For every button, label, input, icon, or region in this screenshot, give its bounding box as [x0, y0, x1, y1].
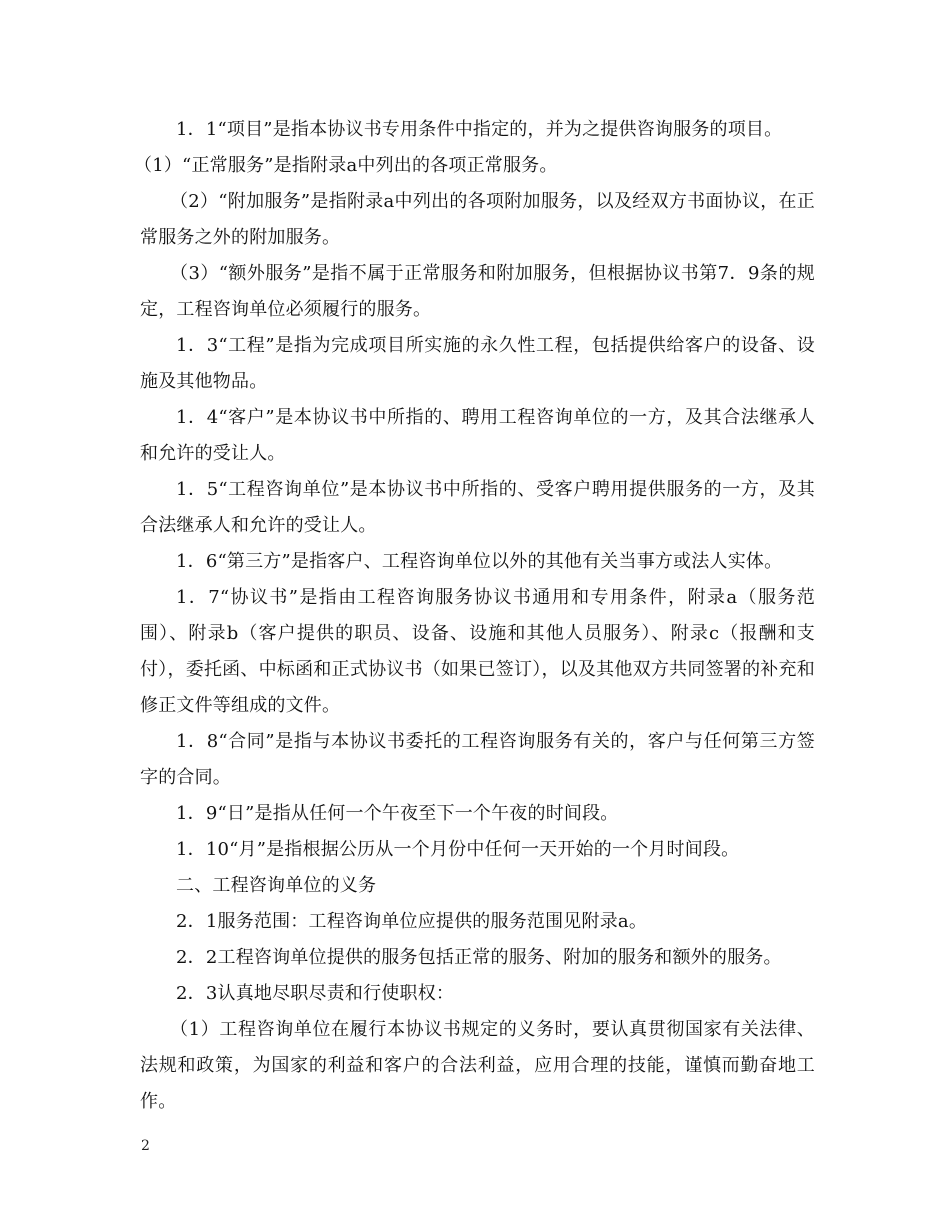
paragraph-1-9-day: 1．9“日”是指从任何一个午夜至下一个午夜的时间段。 [176, 803, 619, 824]
paragraph-extra-service: （3）“额外服务”是指不属于正常服务和附加服务，但根据协议书第7．9条的规定，工程咨询单位必须履行的服务。 [140, 263, 815, 320]
paragraph-1-5-consultant: 1．5“工程咨询单位”是本协议书中所指的、受客户聘用提供服务的一方，及其合法继承人和允许的受让人。 [140, 479, 815, 536]
paragraph-1-4-client: 1．4“客户”是本协议书中所指的、聘用工程咨询单位的一方，及其合法继承人和允许的受让人。 [140, 407, 815, 464]
paragraph-additional-service: （2）“附加服务”是指附录a中列出的各项附加服务，以及经双方书面协议，在正常服务之外的附加服务。 [140, 191, 815, 248]
paragraph-1-10-month: 1．10“月”是指根据公历从一个月份中任何一天开始的一个月时间段。 [176, 839, 740, 860]
paragraph-2-2-services: 2．2工程咨询单位提供的服务包括正常的服务、附加的服务和额外的服务。 [176, 947, 782, 968]
section-heading-consultant-obligations: 二、工程咨询单位的义务 [176, 875, 377, 896]
paragraph-normal-service: （1）“正常服务”是指附录a中列出的各项正常服务。 [134, 155, 558, 176]
paragraph-2-3-diligence: 2．3认真地尽职尽责和行使职权： [176, 983, 455, 1004]
document-body [134, 112, 815, 1120]
paragraph-1-1-project: 1．1“项目”是指本协议书专用条件中指定的，并为之提供咨询服务的项目。 [176, 119, 783, 140]
page-number: 2 [141, 1138, 150, 1154]
paragraph-1-6-third-party: 1．6“第三方”是指客户、工程咨询单位以外的其他有关当事方或法人实体。 [176, 551, 783, 572]
paragraph-1-8-contract: 1．8“合同”是指与本协议书委托的工程咨询服务有关的，客户与任何第三方签字的合同。 [140, 731, 815, 788]
paragraph-1-3-works: 1．3“工程”是指为完成项目所实施的永久性工程，包括提供给客户的设备、设施及其他物品。 [140, 335, 815, 392]
paragraph-2-3-1-duties: （1）工程咨询单位在履行本协议书规定的义务时，要认真贯彻国家有关法律、法规和政策，为国家的利益和客户的合法利益，应用合理的技能，谨慎而勤奋地工作。 [140, 1019, 815, 1112]
paragraph-1-7-agreement: 1．7“协议书”是指由工程咨询服务协议书通用和专用条件，附录a（服务范围）、附录b（客户提供的职员、设备、设施和其他人员服务）、附录c（报酬和支付），委托函、中标函和正式协议书（如果已签订），以及其他双方共同签署的补充和修正文件等组成的文件。 [140, 587, 815, 716]
paragraph-2-1-scope: 2．1服务范围：工程咨询单位应提供的服务范围见附录a。 [176, 911, 648, 932]
